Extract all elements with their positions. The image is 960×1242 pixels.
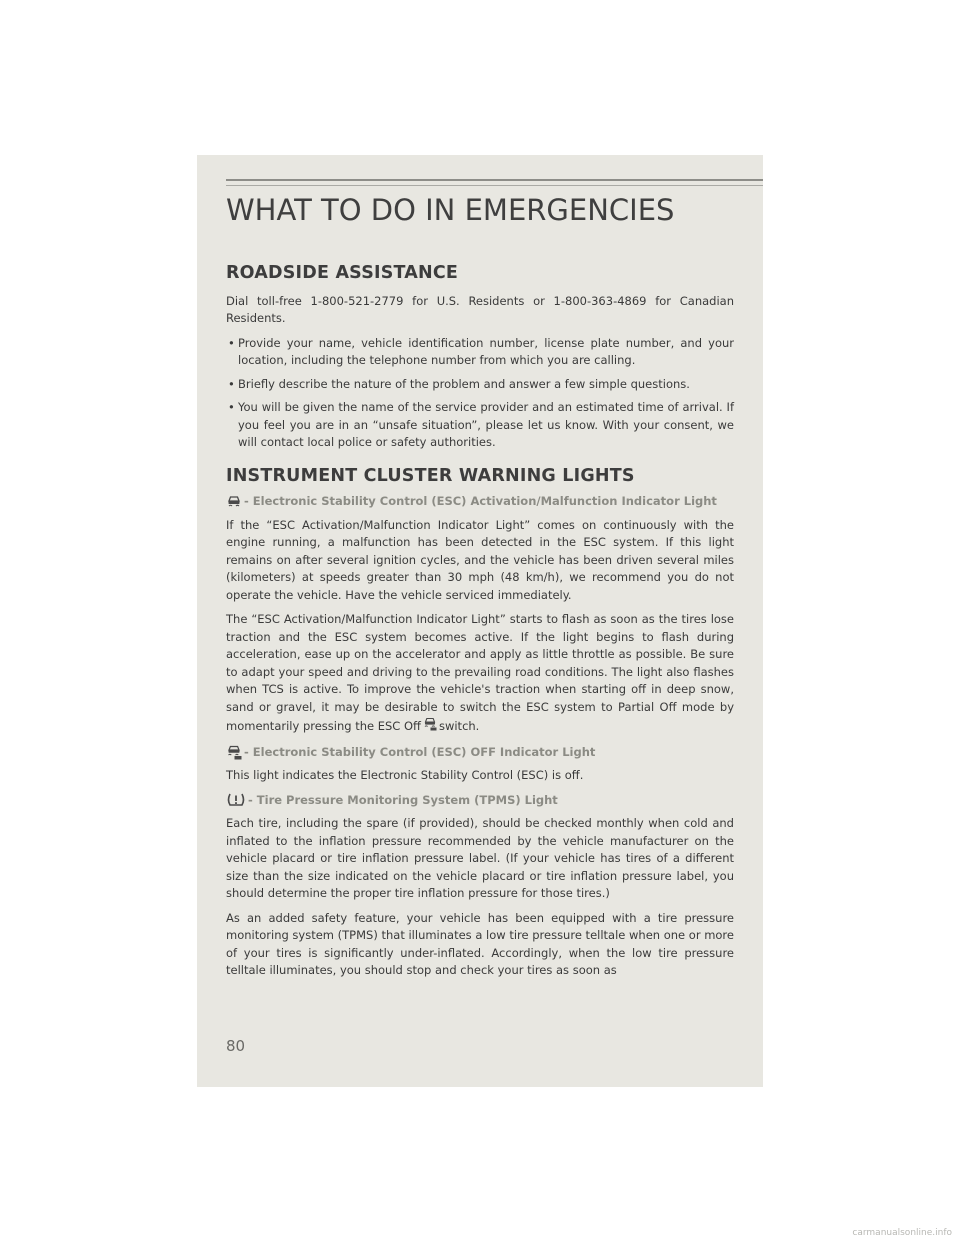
tpms-paragraph-2: As an added safety feature, your vehicle has been equipped with a tire pressure monitoring system (TPMS) that illuminates a low tire pressure telltale when one or more of your tires is significantly under-inflated. Accordingly, when the low tire pressure telltale illuminates, you should stop and check your tires as soon as <box>226 910 734 977</box>
list-item: • You will be given the name of the service provider and an estimated time of arrival. If you feel you are in an “unsafe situation”, please let us know. With your consent, we will contact local police or safety authorities. <box>228 400 734 449</box>
page-content <box>226 265 734 987</box>
roadside-bullet-list <box>226 335 734 452</box>
esc-paragraph-1: If the “ESC Activation/Malfunction Indicator Light” comes on continuously with the engine running, a malfunction has been detected in the ESC system. If this light remains on after several ignition cycles, and the vehicle has been driven several miles (kilometers) at speeds greater than 30 mph (48 km/h), we recommend you do not operate the vehicle. Have the vehicle serviced immediately. <box>226 517 734 602</box>
esc-off-subheading: - Electronic Stability Control (ESC) OFF Indicator Light <box>226 744 734 762</box>
tpms-subheading: - Tire Pressure Monitoring System (TPMS) Light <box>226 792 734 810</box>
esc-off-paragraph: This light indicates the Electronic Stability Control (ESC) is off. <box>226 768 584 782</box>
esc-off-icon <box>226 744 242 760</box>
esc-subheading: - Electronic Stability Control (ESC) Activation/Malfunction Indicator Light <box>226 493 734 511</box>
esc-paragraph-2: The “ESC Activation/Malfunction Indicator Light” starts to flash as soon as the tires lose traction and the ESC system becomes active. If the light begins to flash during acceleration, ease up on the accelerator and apply as little throttle as possible. Be sure to adapt your speed and driving to the prevailing road conditions. The light also flashes when TCS is active. To improve the vehicle's traction when starting off in deep snow, sand or gravel, it may be desirable to switch the ESC system to Partial Off mode by momentarily pressing the ESC Off switch. <box>226 611 734 737</box>
cluster-heading: INSTRUMENT CLUSTER WARNING LIGHTS <box>226 465 635 486</box>
tire-pressure-icon <box>226 792 246 808</box>
watermark: carmanualsonline.info <box>852 1228 952 1238</box>
esc-skid-car-icon <box>226 494 242 510</box>
list-item: • Provide your name, vehicle identification number, license plate number, and your location, including the telephone number from which you are calling. <box>228 335 734 367</box>
chapter-title: WHAT TO DO IN EMERGENCIES <box>226 193 675 227</box>
roadside-heading: ROADSIDE ASSISTANCE <box>226 263 459 283</box>
tpms-paragraph-1: Each tire, including the spare (if provided), should be checked monthly when cold and inflated to the inflation pressure recommended by the vehicle manufacturer on the vehicle placard or tire inflation pressure label. (If your vehicle has tires of a different size than the size indicated on the vehicle placard or tire inflation pressure label, you should determine the proper tire inflation pressure for those tires.) <box>226 816 734 900</box>
esc-off-icon <box>423 716 437 737</box>
list-item: • Briefly describe the nature of the problem and answer a few simple questions. <box>228 376 690 391</box>
roadside-intro: Dial toll-free 1-800-521-2779 for U.S. Residents or 1-800-363-4869 for Canadian Residents. <box>226 293 734 325</box>
header-rule-top <box>226 179 763 181</box>
manual-page <box>197 155 763 1087</box>
header-rule-bottom <box>226 185 763 186</box>
page-number: 80 <box>226 1037 246 1055</box>
